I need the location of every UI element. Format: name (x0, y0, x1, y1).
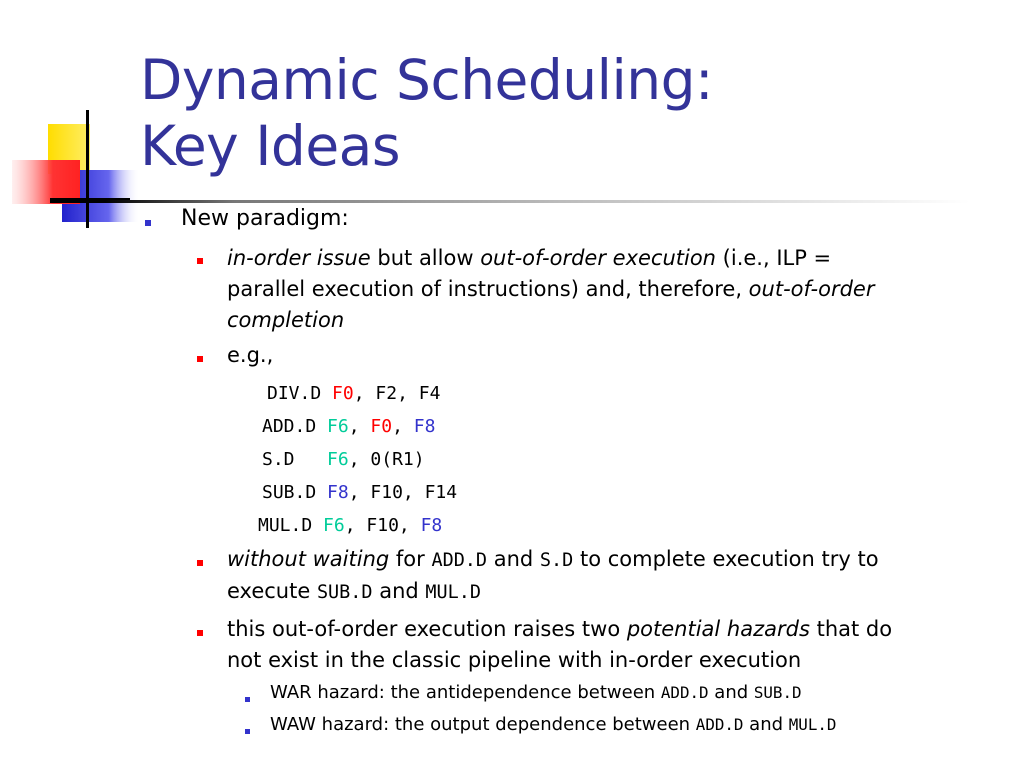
title-line-1: Dynamic Scheduling: (140, 48, 714, 112)
bullet-new-paradigm: New paradigm: (181, 206, 349, 231)
bullet-square-icon (197, 258, 203, 264)
bullet-without-waiting: without waiting for ADD.D and S.D to complete execution try to execute SUB.D and MUL.D (227, 547, 879, 603)
bullet-potential-hazards: this out-of-order execution raises two potential hazards that do not exist in the classic pipeline with in-order execution (227, 617, 893, 672)
code-line-add: ADD.D F6, F0, F8 (262, 416, 436, 437)
bullet-waw-hazard: WAW hazard: the output dependence between ADD.D and MUL.D (270, 714, 837, 735)
bullet-square-icon (245, 729, 250, 734)
code-line-mul: MUL.D F6, F10, F8 (258, 515, 443, 536)
bullet-war-hazard: WAR hazard: the antidependence between ADD.D and SUB.D (270, 682, 802, 703)
title-divider (50, 200, 970, 203)
bullet-square-icon (245, 697, 250, 702)
code-line-sd: S.D F6, 0(R1) (262, 449, 425, 470)
bullet-square-icon (197, 630, 203, 636)
decorative-logo (0, 0, 140, 240)
code-line-sub: SUB.D F8, F10, F14 (262, 482, 458, 503)
title-line-2: Key Ideas (140, 114, 401, 178)
bullet-in-order-issue: in-order issue but allow out-of-order execution (i.e., ILP = parallel execution of instructions) and, therefore, out-of-order completion (227, 246, 875, 332)
bullet-eg: e.g., (227, 343, 274, 367)
bullet-square-icon (197, 356, 203, 362)
bullet-square-icon (197, 560, 203, 566)
code-line-div: DIV.D F0, F2, F4 (267, 383, 441, 404)
bullet-square-icon (145, 220, 151, 226)
slide-title (140, 47, 713, 179)
